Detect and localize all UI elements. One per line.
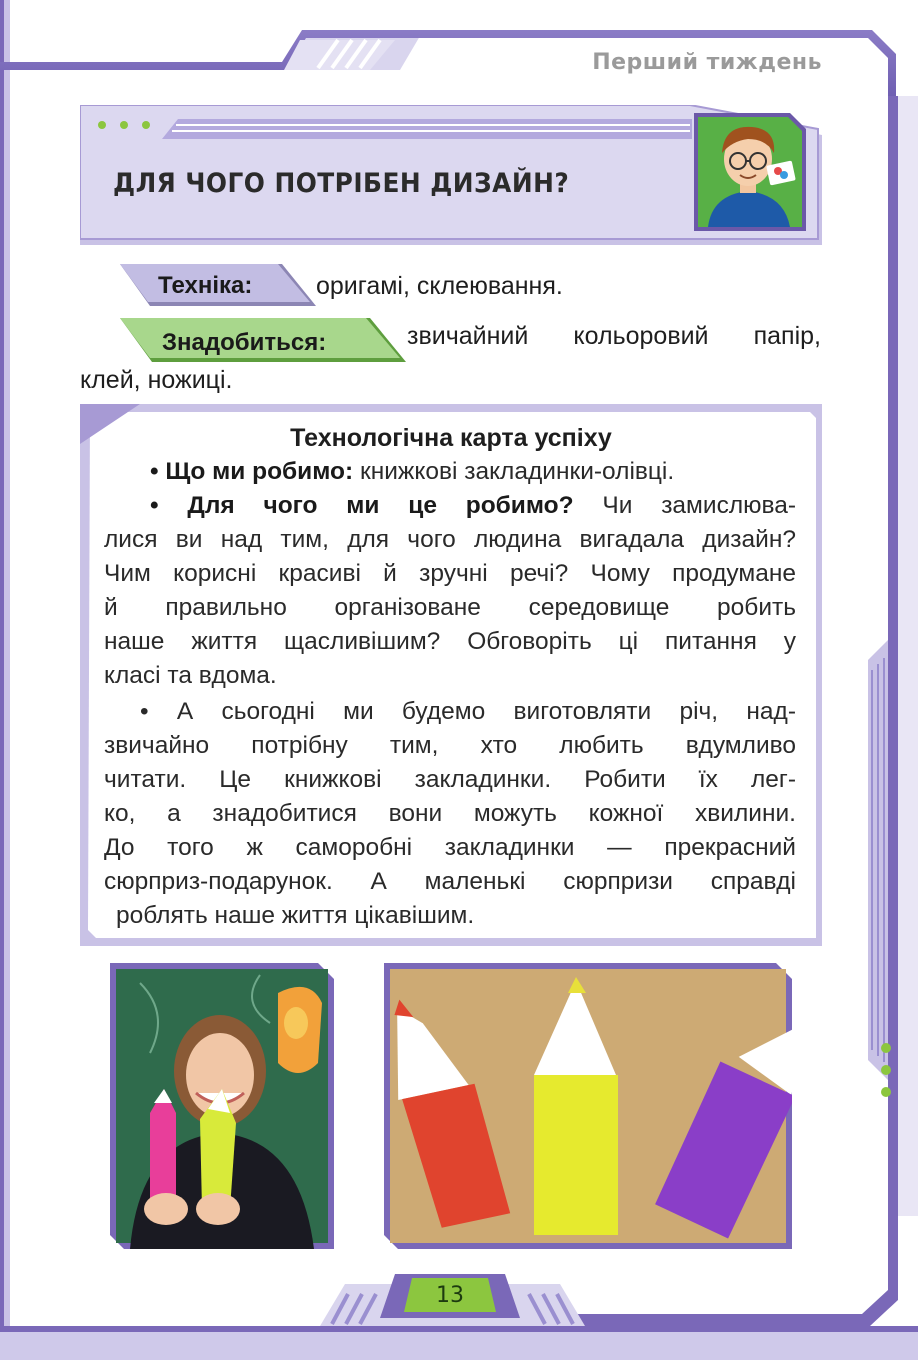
card-line: Чим корисні красиві й зручні речі? Чому продумане <box>104 560 796 587</box>
card-line: До того ж саморобні закладинки — прекрасний <box>104 834 796 861</box>
why-text: Чи замислюва- <box>602 492 797 519</box>
page-number: 13 <box>436 1283 464 1308</box>
lesson-title: ДЛЯ ЧОГО ПОТРІБЕН ДИЗАЙН? <box>113 168 570 199</box>
running-head: Перший тиждень <box>592 50 822 75</box>
teacher-avatar <box>694 113 806 231</box>
technique-label: Техніка: <box>158 272 253 299</box>
card-why: • Для чого ми це робимо? Чи замислюва- <box>150 492 797 519</box>
what-label: Що ми робимо: <box>165 458 354 485</box>
card-what: • Що ми робимо: книжкові закладинки-олівці. <box>150 458 675 485</box>
photo-pencil-bookmarks <box>384 963 792 1249</box>
card-line: класі та вдома. <box>104 662 277 689</box>
technique-value: оригамі, склеювання. <box>316 272 563 300</box>
card-line: наше життя щасливішим? Обговоріть ці питання у <box>104 628 796 655</box>
photo-girl-with-bookmarks <box>110 963 334 1249</box>
card-line: • А сьогодні ми будемо виготовляти річ, над- <box>140 698 796 725</box>
card-line: роблять наше життя цікавішим. <box>116 902 475 929</box>
materials-tag <box>120 318 408 364</box>
why-label: Для чого ми це робимо? <box>187 492 574 519</box>
card-line: сюрприз-подарунок. А маленькі сюрпризи справді <box>104 868 796 895</box>
card-line: читати. Це книжкові закладинки. Робити їх лег- <box>104 766 796 793</box>
materials-label: Знадобиться: <box>162 329 327 356</box>
card-line: лися ви над тим, для чого людина вигадала дизайн? <box>104 526 796 553</box>
materials-value-continued: клей, ножиці. <box>80 366 233 394</box>
what-value: книжкові закладинки-олівці. <box>360 458 675 485</box>
card-line: ко, а знадобитися вони можуть кожної хвилини. <box>104 800 796 827</box>
card-title: Технологічна карта успіху <box>290 424 612 452</box>
card-line: звичайно потрібну тим, хто любить вдумливо <box>104 732 796 759</box>
materials-value: звичайний кольоровий папір, <box>407 322 821 350</box>
card-line: й правильно організоване середовище робить <box>104 594 796 621</box>
technique-tag <box>120 264 318 308</box>
